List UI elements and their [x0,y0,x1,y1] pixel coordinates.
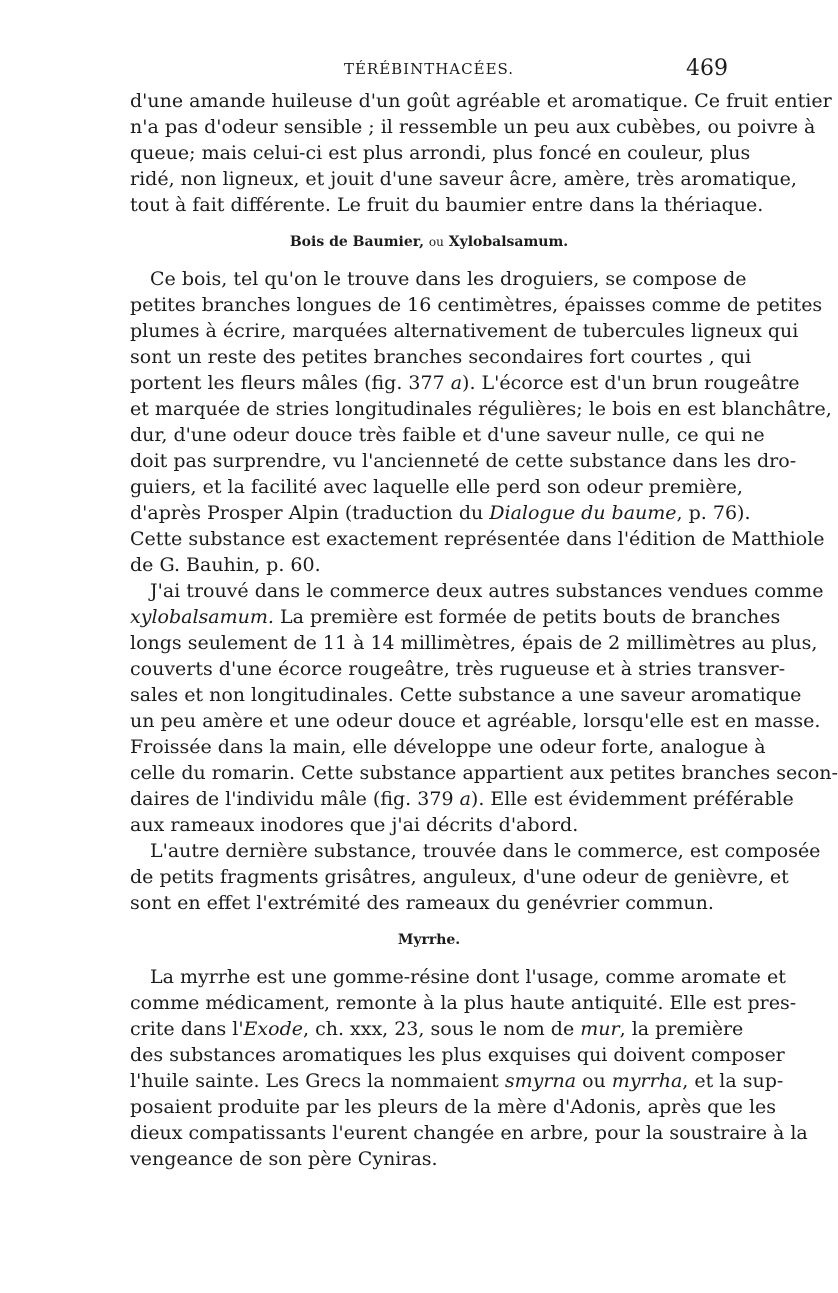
section-heading-bois-de-baumier [130,232,728,252]
text-line: comme médicament, remonte à la plus haute antiquité. Elle est pres- [130,992,797,1014]
text-line: aux rameaux inodores que j'ai décrits d'abord. [130,814,579,836]
text-span: , p. 76). [676,502,751,524]
text-line [130,604,781,630]
page-number: 469 [686,56,728,81]
text-span: daires de l'individu mâle (fig. 379 [130,788,460,810]
text-span: d'après Prosper Alpin (traduction du [130,502,490,524]
section-heading-myrrhe: Myrrhe. [397,932,461,948]
text-span: ). Elle est évidemment préférable [470,788,794,810]
text-line: ridé, non ligneux, et jouit d'une saveur âcre, amère, très aromatique, [130,168,797,190]
text-line: longs seulement de 11 à 14 millimètres, épais de 2 millimètres au plus, [130,632,818,654]
text-line [130,1068,784,1094]
text-line: doit pas surprendre, vu l'ancienneté de cette substance dans les dro- [130,450,797,472]
text-line: La myrrhe est une gomme-résine dont l'usage, comme aromate et [150,966,786,988]
text-line: d'une amande huileuse d'un goût agréable et aromatique. Ce fruit entier [130,90,832,112]
text-line: des substances aromatiques les plus exquises qui doivent composer [130,1044,785,1066]
heading-or: ou [428,235,444,249]
page-header [130,58,728,82]
text-line: sales et non longitudinales. Cette substance a une saveur aromatique [130,684,802,706]
text-span: , et la sup- [682,1070,784,1092]
italic-term: xylobalsamum. [130,606,274,628]
text-line: n'a pas d'odeur sensible ; il ressemble un peu aux cubèbes, ou poivre à [130,116,816,138]
heading-alt: Xylobalsamum. [448,234,569,250]
text-line [130,786,794,812]
text-line: queue; mais celui-ci est plus arrondi, plus foncé en couleur, plus [130,142,751,164]
text-line: et marquée de stries longitudinales régulières; le bois en est blanchâtre, [130,398,832,420]
text-line: sont un reste des petites branches secondaires fort courtes , qui [130,346,752,368]
italic-term: smyrna [504,1070,577,1092]
text-line: sont en effet l'extrémité des rameaux du genévrier commun. [130,892,714,914]
text-line: tout à fait différente. Le fruit du baumier entre dans la thériaque. [130,194,764,216]
text-line [130,370,800,396]
text-line: petites branches longues de 16 centimètres, épaisses comme de petites [130,294,823,316]
text-line: plumes à écrire, marquées alternativement de tubercules ligneux qui [130,320,799,342]
figure-letter: a [450,372,463,394]
italic-term: mur [580,1018,620,1040]
text-line: de G. Bauhin, p. 60. [130,554,321,576]
running-title: TÉRÉBINTHACÉES. [343,60,515,78]
text-line: dur, d'une odeur douce très faible et d'une saveur nulle, ce qui ne [130,424,765,446]
text-span: crite dans l' [130,1018,244,1040]
text-span: La première est formée de petits bouts de branches [273,606,781,628]
text-line: un peu amère et une odeur douce et agréable, lorsqu'elle est en masse. [130,710,821,732]
text-span: portent les fleurs mâles (fig. 377 [130,372,451,394]
text-line: J'ai trouvé dans le commerce deux autres substances vendues comme [150,580,824,602]
text-span: l'huile sainte. Les Grecs la nommaient [130,1070,505,1092]
text-line: Cette substance est exactement représentée dans l'édition de Matthiole [130,528,825,550]
text-line: Froissée dans la main, elle développe une odeur forte, analogue à [130,736,766,758]
text-line: celle du romarin. Cette substance appartient aux petites branches secon- [130,762,838,784]
text-line: de petits fragments grisâtres, anguleux, d'une odeur de genièvre, et [130,866,789,888]
figure-letter: a [459,788,471,810]
text-line: couverts d'une écorce rougeâtre, très rugueuse et à stries transver- [130,658,786,680]
text-line: guiers, et la facilité avec laquelle elle perd son odeur première, [130,476,743,498]
italic-title: Exode [243,1018,303,1040]
text-line [130,1016,744,1042]
italic-title: Dialogue du baume [489,502,677,524]
text-line: vengeance de son père Cyniras. [130,1148,438,1170]
text-line [130,500,751,526]
text-span: , ch. xxx, 23, sous le nom de [302,1018,581,1040]
text-line: posaient produite par les pleurs de la mère d'Adonis, après que les [130,1096,777,1118]
text-span: ). L'écorce est d'un brun rougeâtre [462,372,800,394]
text-line: L'autre dernière substance, trouvée dans le commerce, est composée [150,840,821,862]
text-span: , la première [619,1018,744,1040]
text-line: dieux compatissants l'eurent changée en arbre, pour la soustraire à la [130,1122,808,1144]
text-span: ou [576,1070,612,1092]
italic-term: myrrha [611,1070,683,1092]
heading-main: Bois de Baumier, [289,234,424,250]
text-line: Ce bois, tel qu'on le trouve dans les droguiers, se compose de [150,268,747,290]
